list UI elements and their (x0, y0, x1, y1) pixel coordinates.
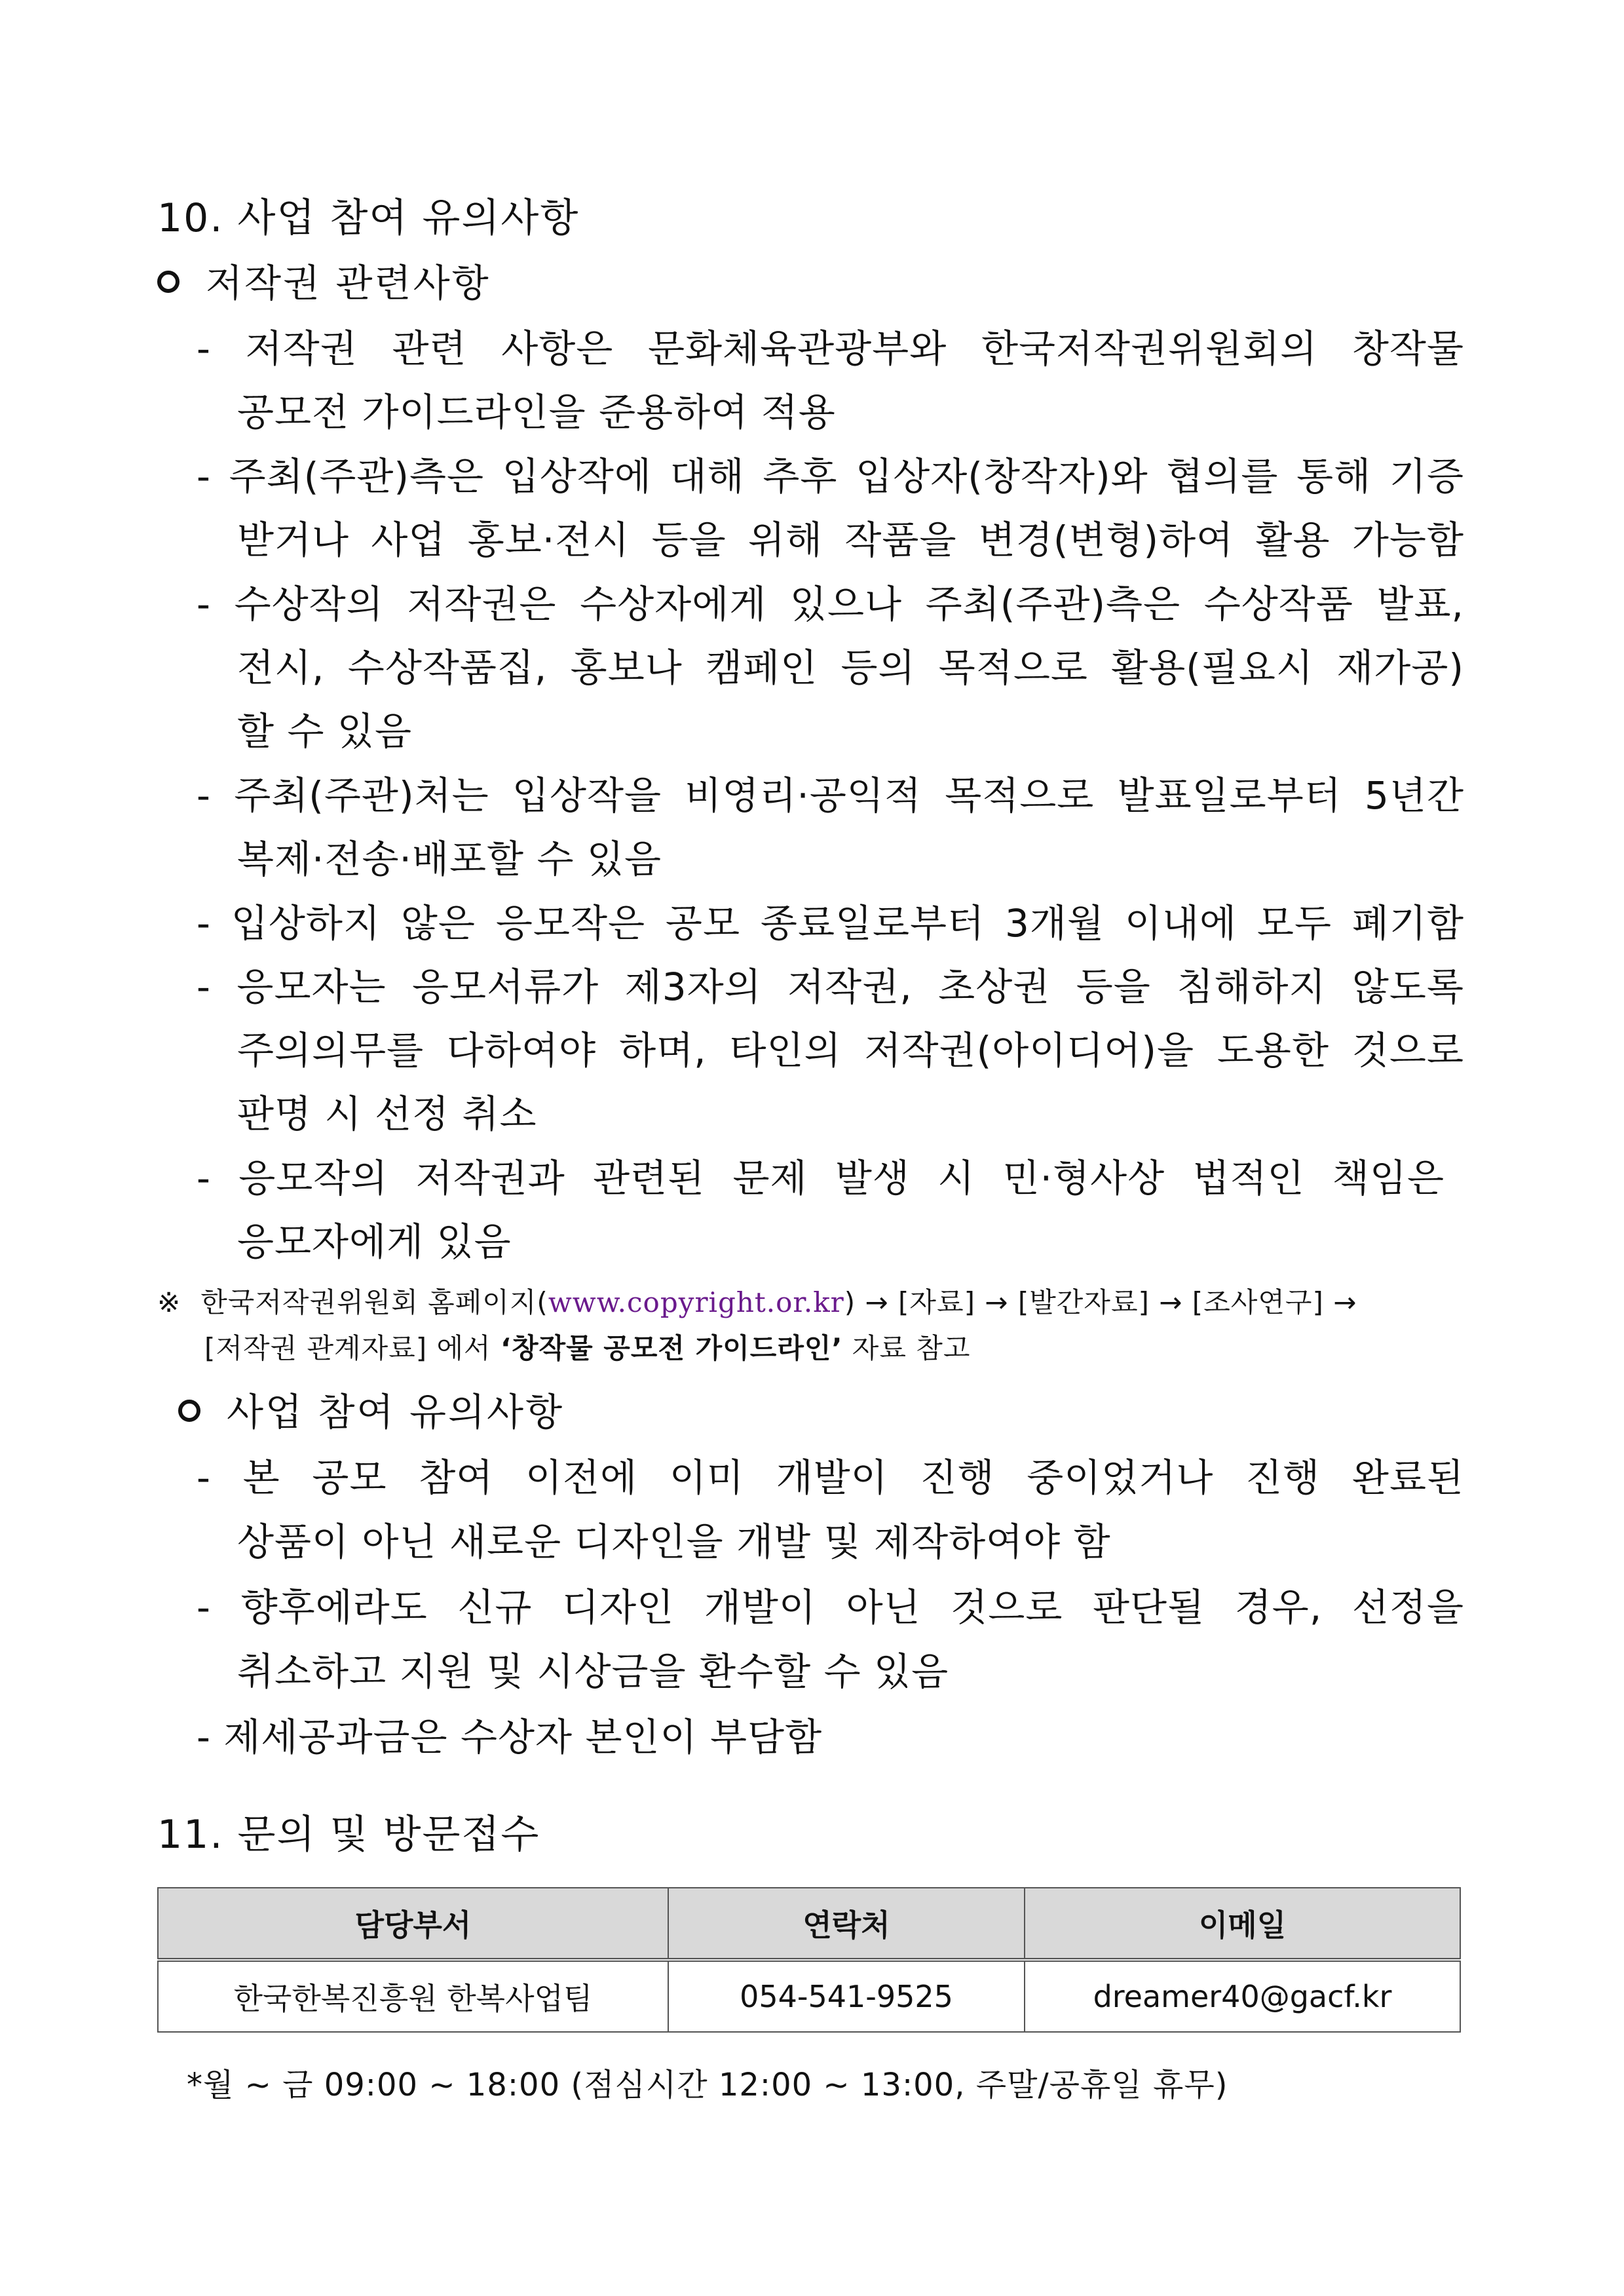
copyright-item-6-cont (237, 1020, 1464, 1075)
copyright-item-7-cont: 응모자에게 있음 (237, 1219, 512, 1264)
cell-email: dreamer40@gacf.kr (1025, 1960, 1460, 2032)
header-email: 이메일 (1025, 1888, 1460, 1960)
guideline-title: ‘창작물 공모전 가이드라인’ (500, 1332, 843, 1364)
line: - 수상작의 저작권은 수상자에게 있으나 주최(주관)측은 수상작품 발표, (197, 582, 1464, 626)
copyright-item-4-cont: 복제·전송·배포할 수 있음 (237, 837, 662, 881)
header-department: 담당부서 (158, 1888, 668, 1960)
copyright-item-2 (197, 446, 1464, 501)
reference-note (157, 1281, 1357, 1320)
copyright-item-7 (197, 1147, 1445, 1202)
line: - 입상하지 않은 응모작은 공모 종료일로부터 3개월 이내에 모두 폐기함 (197, 901, 1464, 946)
table-header-row (158, 1888, 1460, 1960)
section-11-title: 11. 문의 및 방문접수 (157, 1812, 540, 1858)
copyright-item-5 (197, 892, 1464, 947)
copyright-item-6 (197, 956, 1464, 1011)
line: 받거나 사업 홍보·전시 등을 위해 작품을 변경(변형)하여 활용 가능함 (237, 518, 1464, 562)
header-contact: 연락처 (668, 1888, 1025, 1960)
participation-item-2-cont: 취소하고 지원 및 시상금을 환수할 수 있음 (237, 1649, 949, 1694)
copyright-item-3-cont2: 할 수 있음 (237, 709, 412, 754)
office-hours: *월 ~ 금 09:00 ~ 18:00 (점심시간 12:00 ~ 13:00, 주말/공휴일 휴무) (187, 2067, 1228, 2103)
participation-heading (178, 1381, 564, 1436)
circle-bullet-icon (178, 1400, 200, 1422)
participation-heading-text: 사업 참여 유의사항 (227, 1390, 565, 1434)
table-row (158, 1960, 1460, 2032)
copyright-item-3-cont (237, 637, 1464, 692)
reference-note-line2 (204, 1327, 970, 1366)
copyright-item-1 (197, 318, 1464, 373)
copyright-item-6-cont2: 판명 시 선정 취소 (237, 1092, 537, 1136)
contact-table (157, 1887, 1461, 2033)
cell-department: 한국한복진흥원 한복사업팀 (158, 1960, 668, 2032)
line: - 응모작의 저작권과 관련된 문제 발생 시 민·형사상 법적인 책임은 (197, 1156, 1445, 1200)
participation-item-2 (197, 1577, 1464, 1632)
line: - 본 공모 참여 이전에 이미 개발이 진행 중이었거나 진행 완료된 (197, 1455, 1464, 1500)
line: - 주최(주관)처는 입상작을 비영리·공익적 목적으로 발표일로부터 5년간 (197, 773, 1464, 818)
participation-item-1 (197, 1447, 1464, 1502)
participation-item-1-cont: 상품이 아닌 새로운 디자인을 개발 및 제작하여야 함 (237, 1520, 1111, 1564)
copyright-item-2-cont (237, 509, 1464, 564)
note-mark: ※ (157, 1286, 181, 1318)
copyright-item-1-cont: 공모전 가이드라인을 준용하여 적용 (237, 390, 836, 434)
line: - 주최(주관)측은 입상작에 대해 추후 입상자(창작자)와 협의를 통해 기증 (197, 454, 1464, 499)
line: 주의의무를 다하여야 하며, 타인의 저작권(아이디어)을 도용한 것으로 (237, 1028, 1464, 1073)
cell-phone: 054-541-9525 (668, 1960, 1025, 2032)
note-prefix: 한국저작권위원회 홈페이지( (200, 1286, 548, 1318)
note-suffix: ) → [자료] → [발간자료] → [조사연구] → (844, 1286, 1357, 1318)
line: - 응모자는 응모서류가 제3자의 저작권, 초상권 등을 침해하지 않도록 (197, 965, 1464, 1009)
copyright-item-3 (197, 573, 1464, 628)
note-line2-prefix: [저작권 관계자료] 에서 (204, 1332, 500, 1364)
participation-item-3: - 제세공과금은 수상자 본인이 부담함 (197, 1715, 823, 1759)
copyright-site-link[interactable]: www.copyright.or.kr (548, 1286, 844, 1318)
note-line2-suffix: 자료 참고 (842, 1332, 971, 1364)
copyright-item-4 (197, 765, 1464, 820)
copyright-heading-text: 저작권 관련사항 (206, 261, 491, 305)
copyright-heading (157, 252, 491, 307)
section-10-title: 10. 사업 참여 유의사항 (157, 195, 580, 241)
circle-bullet-icon (157, 271, 179, 293)
line: - 향후에라도 신규 디자인 개발이 아닌 것으로 판단될 경우, 선정을 (197, 1585, 1464, 1630)
line: - 저작권 관련 사항은 문화체육관광부와 한국저작권위원회의 창작물 (197, 326, 1464, 371)
line: 전시, 수상작품집, 홍보나 캠페인 등의 목적으로 활용(필요시 재가공) (237, 645, 1464, 690)
